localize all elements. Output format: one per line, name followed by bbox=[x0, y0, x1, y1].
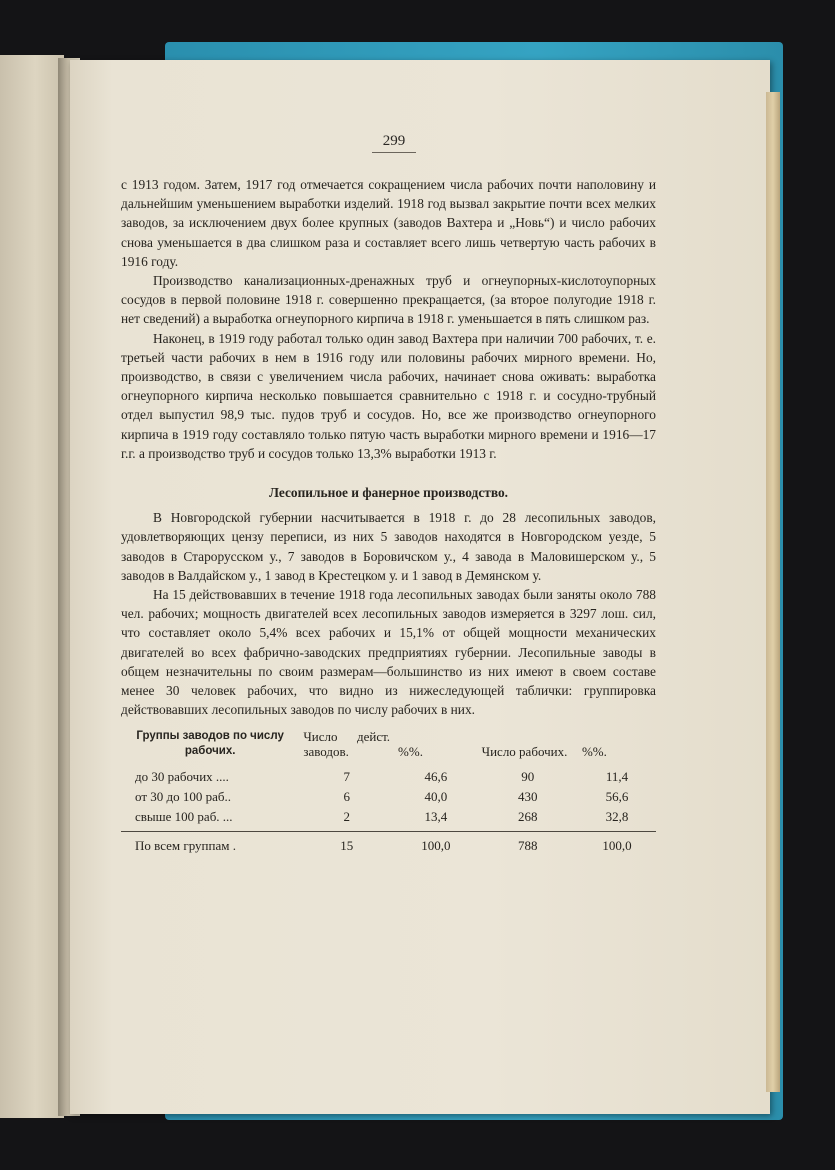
table-cell: от 30 до 100 раб.. bbox=[135, 789, 232, 805]
page-text bbox=[121, 175, 656, 856]
table-cell: 56,6 bbox=[605, 789, 629, 805]
table-cell: 15 bbox=[299, 832, 394, 857]
paragraph: с 1913 годом. Затем, 1917 год отмечается сокращением числа рабочих почти наполовину и дальнейшим уменьшением выработки изделий. 1918 год вызвал закрытие почти всех мелких заводов, за исключением двух более крупных (заводов Вахтера и „Новь“) и число рабочих снова уменьшается в два слишком раза и составляет всего лишь четвертую часть рабочих в 1916 году. bbox=[121, 177, 656, 269]
column-header: %%. bbox=[581, 744, 607, 760]
table-row bbox=[121, 787, 656, 807]
sawmill-groups-table bbox=[121, 729, 656, 856]
table-cell: 13,4 bbox=[424, 809, 448, 825]
table-row bbox=[121, 807, 656, 832]
left-page bbox=[0, 55, 64, 1118]
column-header: Число рабочих. bbox=[481, 744, 568, 760]
table-cell: 7 bbox=[343, 769, 350, 785]
table-cell: 2 bbox=[343, 809, 350, 825]
column-header: Число дейст. заводов. bbox=[303, 729, 391, 760]
table-header-row bbox=[121, 729, 656, 767]
table-cell: 46,6 bbox=[424, 769, 448, 785]
page-number: 299 bbox=[372, 133, 416, 153]
page-edge bbox=[766, 92, 780, 1092]
table-cell: до 30 рабочих .... bbox=[135, 769, 229, 785]
table-cell: 40,0 bbox=[424, 789, 448, 805]
paragraph: Наконец, в 1919 году работал только один завод Вахтера при наличии 700 рабочих, т. е. третьей части рабочих в нем в 1916 году или половины рабочих мирного времени. Но, производство, в связи с увеличением числа рабочих, начинает снова оживать: выработка огнеупорного кирпича несколько повышается сравнительно с 1918 г. и сосудно-трубный отдел выпустил 98,9 тыс. пудов труб и сосудов. Но, все же производство огнеупорного кирпича в 1919 году составляло только пятую часть выработки мирного времени и 1916—17 г.г. а производство труб и сосудов только 13,3% выработки 1913 г. bbox=[121, 330, 656, 461]
table-cell: 100,0 bbox=[394, 832, 478, 857]
table-total-row bbox=[121, 832, 656, 857]
table-cell: 430 bbox=[518, 789, 538, 805]
table-cell: 6 bbox=[343, 789, 350, 805]
table-cell: 268 bbox=[518, 809, 538, 825]
paragraph: На 15 действовавших в течение 1918 года лесопильных заводах были заняты около 788 чел. рабочих; мощность двигателей всех лесопильных заводов измеряется в 3297 лош. сил, что составляет около 5,4% всех рабочих и 15,1% от общей мощности механических двигателей во всех фабрично-заводских предприятиях губернии. Лесопильные заводы в общем незначительны по своим размерам—большинство из них имеют в своем составе менее 30 человек рабочих, что видно из нижеследующей таблички: группировка действовавших лесопильных заводов по числу рабочих в них. bbox=[121, 587, 656, 718]
table-cell: свыше 100 раб. ... bbox=[135, 809, 233, 825]
table-cell: 90 bbox=[521, 769, 535, 785]
column-header: %%. bbox=[398, 744, 423, 760]
section-heading: Лесопильное и фанерное производство. bbox=[268, 485, 509, 501]
paragraph: В Новгородской губернии насчитывается в 1918 г. до 28 лесопильных заводов, удовлетворяющих цензу переписи, из них 5 заводов находятся в Новгородском уезде, 5 заводов в Старорусском у., 7 заводов в Боровичском у., 4 завода в Маловишерском у., 5 заводов в Валдайском у., 1 завод в Крестецком у. и 1 завод в Демянском у. bbox=[121, 510, 656, 583]
table-cell: 32,8 bbox=[605, 809, 629, 825]
table-row bbox=[121, 767, 656, 787]
table-cell: 788 bbox=[478, 832, 578, 857]
table-cell: По всем группам . bbox=[121, 832, 299, 857]
paragraph: Производство канализационных-дренажных труб и огнеупорных-кислотоупорных сосудов в первой половине 1918 г. совершенно прекращается, (за второе полугодие 1918 г. нет сведений) а выработка огнеупорного кирпича в 1918 г. уменьшается в пять слишком раз. bbox=[121, 273, 656, 327]
column-header: Группы заводов по числу рабочих. bbox=[136, 730, 284, 758]
table-cell: 100,0 bbox=[578, 832, 656, 857]
table-cell: 11,4 bbox=[605, 769, 629, 785]
